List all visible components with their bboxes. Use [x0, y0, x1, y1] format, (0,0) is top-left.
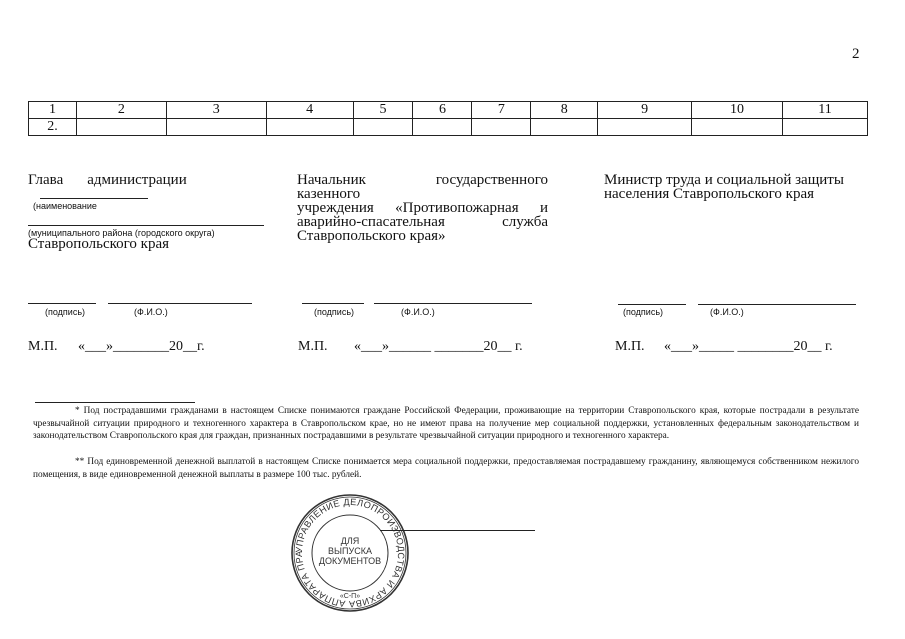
stamp-center-line: ВЫПУСКА — [328, 546, 372, 556]
header-cell: 4 — [266, 102, 353, 119]
stamp-signature-line — [380, 530, 535, 531]
header-cell: 3 — [166, 102, 266, 119]
blank-line — [40, 198, 148, 199]
page-number: 2 — [852, 46, 860, 62]
sign-label: (подпись) — [623, 307, 664, 317]
header-cell: 9 — [598, 102, 692, 119]
table-cell: 2. — [29, 119, 77, 136]
stamp-center-line: ДЛЯ — [340, 536, 360, 546]
stamp-center-line: ДОКУМЕНТОВ — [318, 556, 382, 566]
data-table — [28, 101, 868, 136]
table-header-row — [29, 102, 868, 119]
header-cell: 11 — [783, 102, 868, 119]
table-cell — [413, 119, 472, 136]
title-word: Глава — [28, 172, 64, 188]
fio-label: (Ф.И.О.) — [134, 307, 168, 317]
title-line: Министр труда и социальной защиты — [604, 172, 844, 188]
header-cell: 7 — [472, 102, 531, 119]
fio-line — [374, 303, 532, 304]
sign-label: (подпись) — [45, 307, 86, 317]
table-cell — [353, 119, 413, 136]
table-cell — [76, 119, 166, 136]
table-cell — [472, 119, 531, 136]
blank-line — [28, 225, 264, 226]
mp-label: М.П. — [298, 339, 328, 354]
footnote-1: * Под пострадавшими гражданами в настоящем Списке понимаются граждане Российской Федерации, проживающие на территории Ставропольского края, которые пострадали в результате чрезвычайной ситуации природного и техногенного характера в Ставропольском крае, но не имеют права на получение мер социальной поддержки, установленных федеральным законодательством и законодательством Ставропольского края для граждан, признанных пострадавшими в результате чрезвычайной ситуации природного и техногенного характера. — [33, 406, 859, 441]
table-cell — [598, 119, 692, 136]
signature-line — [302, 303, 364, 304]
signatory-3-title — [604, 173, 844, 201]
stamp-code: «С-П» — [339, 593, 361, 600]
date-field: «___»________20__г. — [78, 339, 205, 354]
stamp-ring-text: УПРАВЛЕНИЕ ДЕЛОПРОИЗВОДСТВА И АРХИВА АППАРАТА ПРА — [293, 496, 407, 610]
mp-label: М.П. — [615, 339, 645, 354]
fio-line — [698, 304, 856, 305]
note-district: (муниципального района (городского округа) — [28, 228, 215, 238]
date-field: «___»______ _______20__ г. — [354, 339, 523, 354]
table-cell — [266, 119, 353, 136]
footnote-separator — [35, 402, 195, 403]
header-cell: 8 — [531, 102, 598, 119]
table-cell — [783, 119, 868, 136]
fio-line — [108, 303, 252, 304]
fio-label: (Ф.И.О.) — [710, 307, 744, 317]
header-cell: 2 — [76, 102, 166, 119]
signatory-2-title — [297, 173, 548, 243]
title-line: населения Ставропольского края — [604, 186, 815, 202]
table-cell — [692, 119, 783, 136]
official-stamp — [289, 492, 411, 614]
table-row — [29, 119, 868, 136]
table-cell — [531, 119, 598, 136]
signature-line — [28, 303, 96, 304]
title-line: Начальник государственного казенного — [297, 172, 548, 202]
footnote-2: ** Под единовременной денежной выплатой в настоящем Списке понимается мера социальной поддержки, предоставляемая пострадавшему гражданину, являющемуся собственником нежилого помещения, в виде единовременной денежной выплаты в размере 100 тыс. рублей. — [33, 457, 859, 480]
header-cell: 6 — [413, 102, 472, 119]
stamp-graphic — [289, 492, 411, 614]
header-cell: 1 — [29, 102, 77, 119]
fio-label: (Ф.И.О.) — [401, 307, 435, 317]
header-cell: 10 — [692, 102, 783, 119]
title-line: Ставропольского края» — [297, 228, 446, 244]
header-cell: 5 — [353, 102, 413, 119]
title-line: аварийно-спасательная служба — [297, 214, 548, 230]
note-name: (наименование — [33, 201, 97, 211]
mp-label: М.П. — [28, 339, 58, 354]
sign-label: (подпись) — [314, 307, 355, 317]
signatory-1-title — [28, 173, 187, 187]
table-cell — [166, 119, 266, 136]
title-word: администрации — [87, 172, 187, 188]
title-line: учреждения «Противопожарная и — [297, 200, 548, 216]
region-text: Ставропольского края — [28, 236, 169, 252]
signature-line — [618, 304, 686, 305]
date-field: «___»_____ ________20__ г. — [664, 339, 833, 354]
